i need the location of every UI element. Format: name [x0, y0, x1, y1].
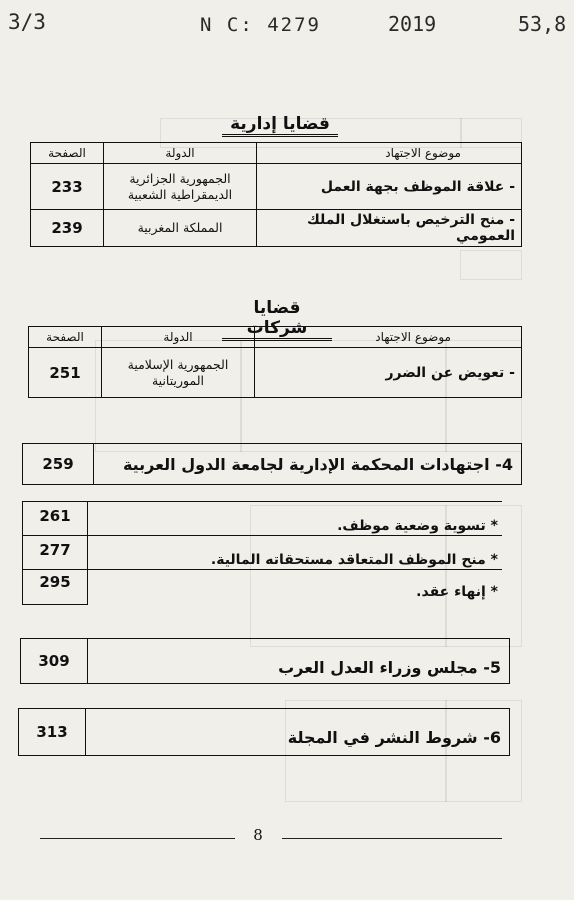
header-country: الدولة — [104, 143, 257, 164]
footer-rule-left — [40, 838, 235, 839]
row-topic: - علاقة الموظف بجهة العمل — [257, 164, 522, 210]
row-topic: - منح الترخيص باستغلال الملك العمومي — [257, 210, 522, 247]
list-item: * تسوية وضعية موظف. — [337, 518, 498, 534]
footer-rule-right — [282, 838, 502, 839]
companies-table — [28, 326, 522, 398]
section5-box — [20, 638, 510, 684]
header-center-note: N C: 4279 — [200, 14, 321, 36]
admin-table-header — [31, 143, 522, 164]
companies-table-header — [29, 327, 522, 348]
header-page: الصفحة — [31, 143, 104, 164]
list-item: * منح الموظف المتعاقد مستحقاته المالية. — [210, 552, 498, 568]
divider — [22, 535, 502, 536]
row-country: الجمهورية الجزائرية الديمقراطية الشعبية — [104, 164, 257, 210]
section5-page: 309 — [21, 639, 88, 683]
table-row — [31, 210, 522, 247]
footer-page-number: 8 — [253, 826, 263, 844]
divider — [22, 501, 502, 502]
header-left-note: 3/3 — [8, 10, 46, 34]
section6-title: 6- شروط النشر في المجلة — [287, 727, 501, 747]
section4-page: 259 — [23, 444, 94, 484]
header-right-note: 53,8 — [518, 12, 567, 36]
row-page: 239 — [31, 210, 104, 247]
row-page: 251 — [29, 348, 102, 398]
list-item-page: 295 — [39, 573, 71, 591]
divider — [22, 569, 502, 570]
row-country: المملكة المغربية — [104, 210, 257, 247]
table-row — [31, 164, 522, 210]
row-country: الجمهورية الإسلامية الموريتانية — [102, 348, 255, 398]
section6-page: 313 — [19, 709, 86, 755]
section6-box — [18, 708, 510, 756]
section5-title: 5- مجلس وزراء العدل العرب — [278, 657, 501, 677]
admin-section-title: قضايا إدارية — [222, 114, 338, 137]
row-topic: - تعويض عن الضرر — [255, 348, 522, 398]
list-item: * إنهاء عقد. — [416, 584, 498, 600]
header-page: الصفحة — [29, 327, 102, 348]
header-topic: موضوع الاجتهاد — [255, 327, 522, 348]
admin-table — [30, 142, 522, 247]
row-page: 233 — [31, 164, 104, 210]
list-item-page: 261 — [39, 507, 71, 525]
section4-box — [22, 443, 522, 485]
companies-section-title: قضايا شركات — [222, 298, 332, 341]
header-country: الدولة — [102, 327, 255, 348]
table-row — [29, 348, 522, 398]
list-item-page: 277 — [39, 541, 71, 559]
section4-title: 4- اجتهادات المحكمة الإدارية لجامعة الدول العربية — [122, 454, 513, 474]
header-year-note: 2019 — [388, 12, 437, 36]
header-topic: موضوع الاجتهاد — [257, 143, 522, 164]
